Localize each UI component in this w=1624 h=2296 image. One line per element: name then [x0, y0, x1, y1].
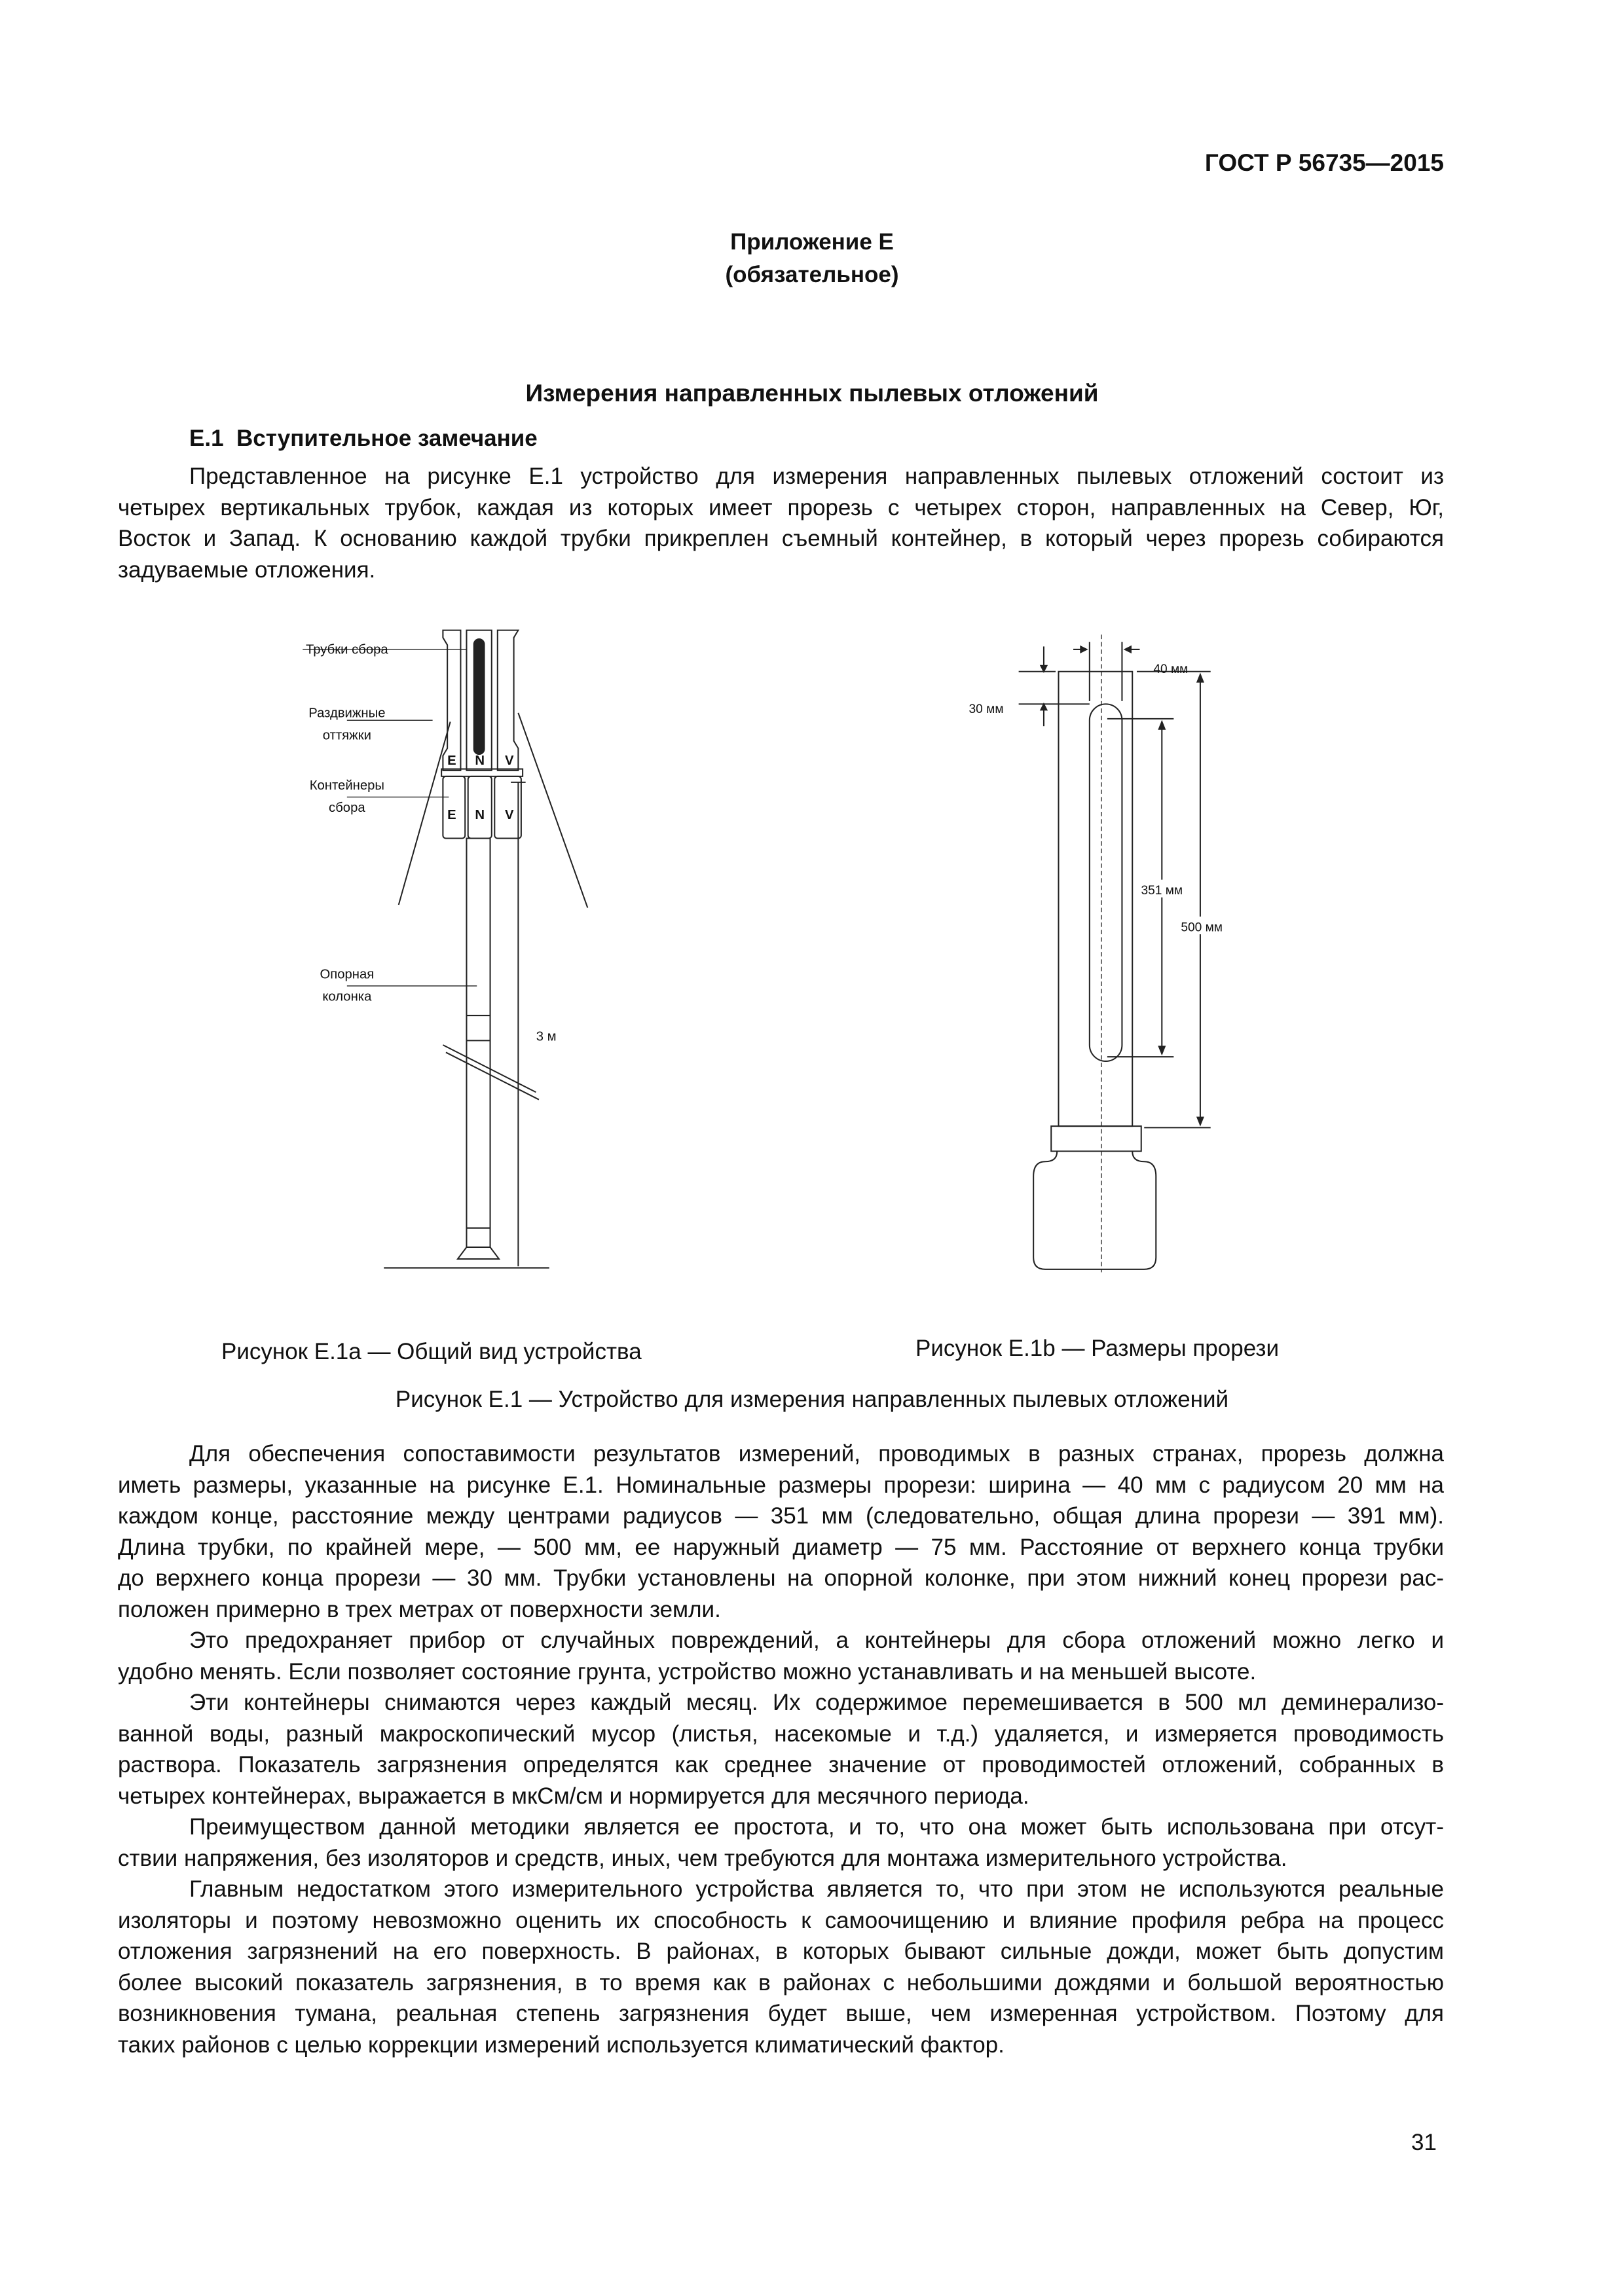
text-line: Длина трубки, по крайней мере, — 500 мм, ее наружный диаметр — 75 мм. Расстояние от верхнего конца трубки	[118, 1534, 1444, 1560]
text-line: отложения загрязнений на его поверхность. В районах, в которых бывают сильные дожди, может быть допустим	[118, 1939, 1444, 1964]
text-line: раствора. Показатель загрязнения определятся как среднее значение от проводимостей отложений, собранных в	[118, 1752, 1444, 1777]
text-line: Представленное на рисунке Е.1 устройство для измерения направленных пылевых отложений состоит из	[189, 464, 1444, 489]
container-letter-east: E	[447, 808, 456, 823]
text-line: ванной воды, разный макроскопический мусор (листья, насекомые и т.д.) удаляется, и измеряется проводимость	[118, 1721, 1444, 1747]
dim-width-label: 40 мм	[1153, 663, 1189, 677]
figure-a-caption: Рисунок Е.1а — Общий вид устройства	[221, 1339, 642, 1364]
container-cap	[1051, 1126, 1141, 1151]
paragraph	[118, 1687, 1444, 1812]
paragraph	[118, 1812, 1444, 1874]
dim-top-offset-label: 30 мм	[969, 702, 1004, 716]
letter-west: V	[505, 753, 514, 768]
paragraph	[118, 1438, 1444, 1625]
text-line: до верхнего конца прорези — 30 мм. Трубки установлены на опорной колонке, при этом нижний конец прорези рас-	[118, 1565, 1444, 1591]
letter-east: E	[447, 753, 456, 768]
figure-b-slot-dimensions	[1019, 634, 1211, 1272]
text-line: удобно менять. Если позволяет состояние грунта, устройство можно устанавливать и на меньшей высоте.	[118, 1658, 1257, 1685]
paragraph	[118, 1874, 1444, 2060]
label-column-1: Опорная	[320, 967, 375, 982]
label-guy-wires-2: оттяжки	[322, 728, 371, 743]
figure-b-caption: Рисунок Е.1b — Размеры прорези	[915, 1336, 1279, 1361]
appendix-status: (обязательное)	[725, 262, 899, 287]
text-line: каждом конце, расстояние между центрами радиусов — 351 мм (следовательно, общая длина прорези — 391 мм).	[118, 1503, 1444, 1529]
container-letter-north: N	[475, 808, 485, 823]
page-number: 31	[1411, 2130, 1437, 2155]
subsection-number: Е.1	[189, 426, 224, 451]
text-line: Эти контейнеры снимаются через каждый месяц. Их содержимое перемешивается в 500 мл деминерализо-	[189, 1690, 1444, 1715]
label-collector-tubes: Трубки сбора	[306, 642, 388, 657]
text-line: Это предохраняет прибор от случайных повреждений, а контейнеры для сбора отложений можно легко и	[189, 1628, 1444, 1653]
dim-slot-centers-label: 351 мм	[1141, 884, 1183, 898]
slot-dark	[474, 639, 485, 754]
text-line: Восток и Запад. К основанию каждой трубки прикреплен съемный контейнер, в который через прорезь собираются	[118, 526, 1444, 551]
text-line: изоляторы и поэтому невозможно оценить их способность к самоочищению и влияние профиля ребра на процесс	[118, 1907, 1444, 1933]
height-label: 3 м	[536, 1029, 557, 1044]
container-right	[494, 776, 521, 839]
container-left	[443, 776, 465, 839]
text-line: задуваемые отложения.	[118, 556, 376, 583]
text-line: Для обеспечения сопоставимости результатов измерений, проводимых в разных странах, прорезь должна	[189, 1441, 1444, 1467]
body-text	[118, 1438, 1444, 2060]
container-letter-west: V	[505, 808, 514, 823]
text-line: четырех вертикальных трубок, каждая из которых имеет прорезь с четырех сторон, направленных на Север, Юг,	[118, 494, 1444, 520]
subsection-title: Вступительное замечание	[236, 426, 538, 451]
text-line: ствии напряжения, без изоляторов и средств, иных, чем требуются для монтажа измерительного устройства.	[118, 1845, 1287, 1871]
label-containers-2: сбора	[329, 800, 365, 815]
label-guy-wires-1: Раздвижные	[308, 706, 386, 721]
paragraph	[118, 1625, 1444, 1687]
text-line: положен примерно в трех метрах от поверхности земли.	[118, 1596, 721, 1622]
figure-a-general-view	[303, 630, 587, 1268]
collector-tube-left	[443, 630, 460, 771]
text-line: более высокий показатель загрязнения, в то время как в районах с небольшими дождями и большой вероятностью	[118, 1969, 1444, 1995]
figure-b-labels	[969, 663, 1226, 935]
support-column	[466, 839, 490, 1247]
text-line: Главным недостатком этого измерительного устройства является то, что при этом не используются реальные	[189, 1876, 1444, 1902]
text-line: иметь размеры, указанные на рисунке Е.1. Номинальные размеры прорези: ширина — 40 мм с радиусом 20 мм на	[118, 1472, 1444, 1498]
letter-north: N	[475, 753, 485, 768]
text-line: четырех контейнерах, выражается в мкСм/см и нормируется для месячного периода.	[118, 1783, 1029, 1809]
appendix-title: Приложение Е	[730, 229, 894, 255]
label-column-2: колонка	[322, 989, 372, 1004]
guy-wire-right	[518, 713, 587, 908]
container-center	[468, 776, 492, 839]
document-code: ГОСТ Р 56735—2015	[1204, 149, 1444, 176]
section-title: Измерения направленных пылевых отложений	[525, 380, 1099, 407]
figure-caption: Рисунок Е.1 — Устройство для измерения направленных пылевых отложений	[395, 1387, 1229, 1412]
dim-tube-length-label: 500 мм	[1181, 920, 1223, 935]
collector-tube-right	[498, 630, 519, 771]
text-line: возникновения тумана, реальная степень загрязнения будет выше, чем измеренная устройством. Поэтому для	[118, 2001, 1444, 2026]
slot	[1090, 704, 1122, 1061]
text-line: Преимуществом данной методики является ее простота, и то, что она может быть использована при отсут-	[189, 1814, 1444, 1840]
break-mark	[443, 1045, 536, 1092]
label-containers-1: Контейнеры	[309, 778, 384, 793]
text-line: таких районов с целью коррекции измерений используется климатический фактор.	[118, 2032, 1005, 2058]
column-foot	[458, 1247, 499, 1259]
container-bottle	[1033, 1151, 1156, 1269]
